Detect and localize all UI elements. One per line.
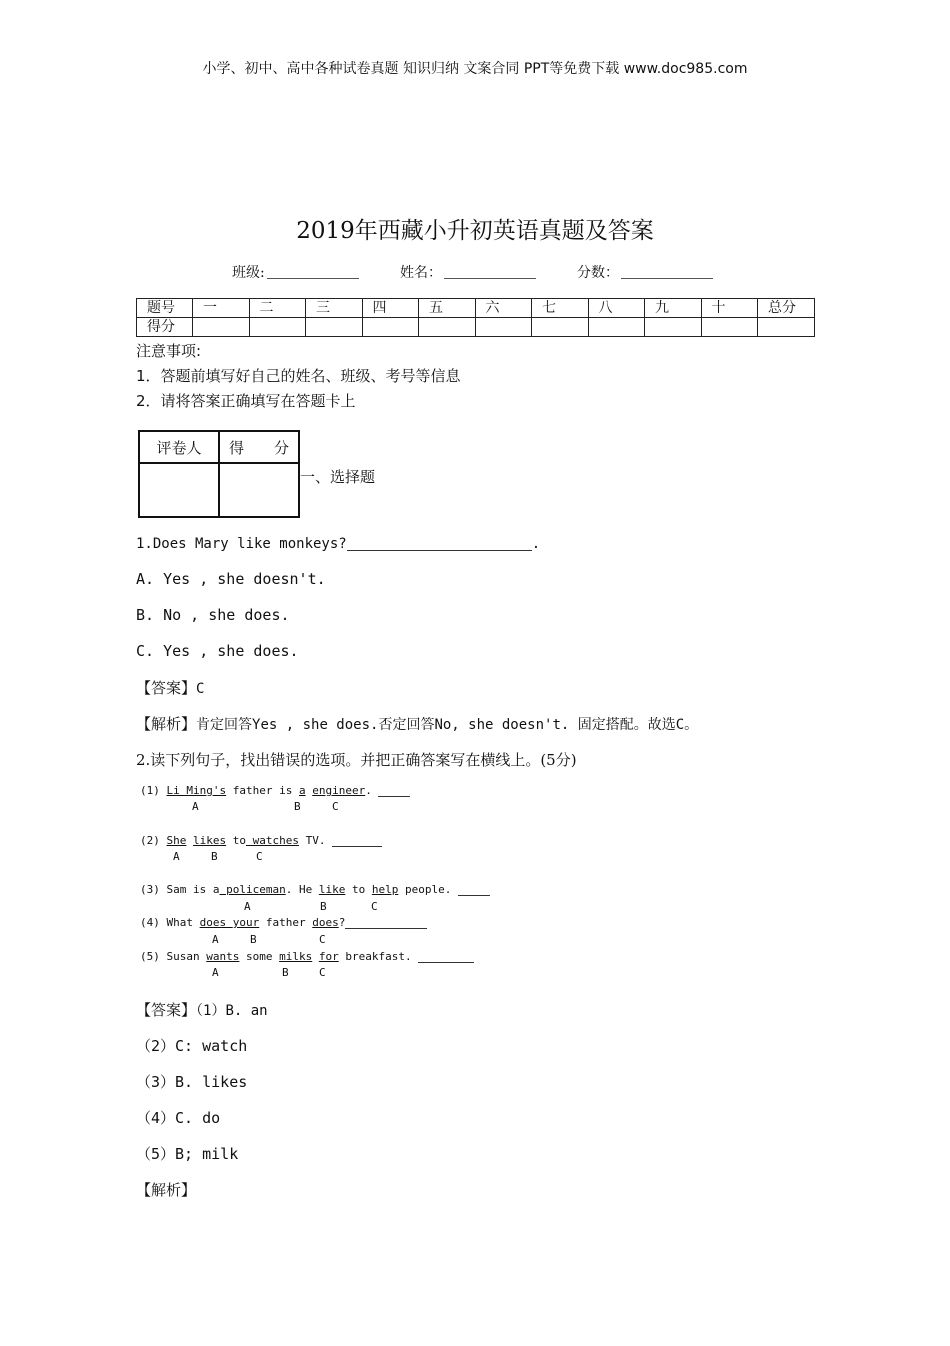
header-cell: 三	[306, 299, 363, 318]
label-b: B	[250, 933, 257, 946]
option-c-text: engineer	[312, 784, 366, 797]
score-table	[136, 298, 815, 337]
header-cell: 总分	[758, 299, 815, 318]
sentence-text: some	[239, 950, 280, 963]
sentence-text: father	[259, 916, 313, 929]
option-b-text: likes	[193, 834, 227, 847]
answer-blank[interactable]	[418, 952, 474, 963]
page-title: 2019年西藏小升初英语真题及答案	[296, 218, 654, 244]
score-cell[interactable]	[588, 318, 645, 337]
answer-blank[interactable]	[458, 885, 490, 896]
label-b: B	[320, 900, 327, 913]
label-b: B	[282, 966, 289, 979]
option-b-text: milks	[279, 950, 313, 963]
grader-score-label: 得 分	[219, 431, 299, 463]
option-a-text: policeman	[219, 883, 286, 896]
score-table-header	[137, 299, 815, 318]
label-a: A	[192, 800, 199, 813]
sentence-text: .	[365, 784, 372, 797]
label-a: A	[244, 900, 251, 913]
note-item: 2．请将答案正确填写在答题卡上	[136, 392, 356, 410]
sentence-text: breakfast.	[338, 950, 412, 963]
score-cell[interactable]	[193, 318, 250, 337]
option-c-text: help	[371, 883, 399, 896]
sentence-2	[140, 834, 382, 847]
name-label: 姓名：	[400, 265, 442, 281]
score-cell[interactable]	[475, 318, 532, 337]
header-cell: 八	[588, 299, 645, 318]
option-b-text: a	[298, 784, 306, 797]
option-a-text: does	[199, 916, 233, 929]
score-cell[interactable]	[758, 318, 815, 337]
option-a: A. Yes , she doesn't.	[136, 570, 326, 588]
header-cell: 题号	[137, 299, 193, 318]
sentence-text: people.	[398, 883, 452, 896]
sentence-num: (3)	[140, 883, 160, 896]
option-c-text: does	[312, 916, 339, 929]
score-label: 分数：	[577, 265, 619, 281]
analysis-label: 【解析】	[136, 715, 197, 733]
sentence-num: (5)	[140, 950, 160, 963]
answer-item: （5）B; milk	[136, 1145, 239, 1163]
score-cell[interactable]	[419, 318, 476, 337]
sentence-num: (1)	[140, 784, 160, 797]
class-blank	[267, 265, 359, 279]
sentence-num: (2)	[140, 834, 160, 847]
header-cell: 九	[645, 299, 702, 318]
analysis-text: 肯定回答Yes , she does.否定回答No, she doesn't. 固定搭配。故选C。	[196, 717, 699, 733]
label-c: C	[371, 900, 378, 913]
notes-title: 注意事项:	[136, 342, 202, 360]
score-blank	[621, 265, 713, 279]
sentence-text: to	[226, 834, 246, 847]
grader-score-cell[interactable]	[219, 463, 299, 517]
header-cell: 五	[419, 299, 476, 318]
class-label: 班级:	[232, 265, 265, 281]
header-cell: 六	[475, 299, 532, 318]
answer-item: （3）B. likes	[136, 1073, 248, 1091]
header-cell: 一	[193, 299, 250, 318]
header-cell: 四	[362, 299, 419, 318]
answer-item: （1）B. an	[196, 1003, 268, 1019]
name-blank	[444, 265, 536, 279]
score-cell[interactable]	[306, 318, 363, 337]
label-c: C	[319, 966, 326, 979]
q2-answer	[136, 999, 268, 1020]
score-cell[interactable]	[249, 318, 306, 337]
option-c-text: watches	[246, 834, 299, 847]
grader-box	[138, 430, 300, 518]
answer-item: （4）C. do	[136, 1109, 221, 1127]
name-field	[400, 262, 536, 282]
sentence-text: . He	[285, 883, 319, 896]
option-b-text: your	[232, 916, 260, 929]
score-cell[interactable]	[532, 318, 589, 337]
note-item: 1．答题前填写好自己的姓名、班级、考号等信息	[136, 367, 461, 385]
sentence-4	[140, 916, 427, 929]
answer-item: （2）C: watch	[136, 1037, 248, 1055]
label-c: C	[332, 800, 339, 813]
answer-label: 【答案】	[136, 679, 197, 697]
sentence-text: What	[159, 916, 200, 929]
site-banner: 小学、初中、高中各种试卷真题 知识归纳 文案合同 PPT等免费下载 www.doc985.com	[202, 61, 748, 77]
sentence-3	[140, 883, 490, 896]
score-table-row	[137, 318, 815, 337]
question-text: 1.Does Mary like monkeys?	[136, 536, 347, 552]
sentence-text: Susan	[159, 950, 207, 963]
score-cell[interactable]	[701, 318, 758, 337]
option-b-text: like	[318, 883, 346, 896]
q1-analysis	[136, 713, 698, 734]
score-cell[interactable]	[362, 318, 419, 337]
answer-value: C	[196, 681, 205, 697]
header-cell: 七	[532, 299, 589, 318]
reviewer-label: 评卷人	[139, 431, 219, 463]
label-c: C	[256, 850, 263, 863]
question-2: 2.读下列句子，找出错误的选项。并把正确答案写在横线上。(5分)	[136, 751, 577, 769]
score-cell[interactable]	[645, 318, 702, 337]
sentence-1	[140, 784, 410, 797]
sentence-5	[140, 950, 474, 963]
sentence-text: Sam is a	[159, 883, 220, 896]
option-a-text: Li Ming's	[166, 784, 227, 797]
header-cell: 二	[249, 299, 306, 318]
label-a: A	[173, 850, 180, 863]
answer-blank[interactable]	[345, 918, 427, 929]
answer-blank[interactable]	[332, 836, 382, 847]
sentence-text: to	[345, 883, 372, 896]
label-a: A	[212, 966, 219, 979]
section-heading: 一、选择题	[300, 468, 376, 486]
q2-analysis-label: 【解析】	[136, 1181, 197, 1199]
option-c: C. Yes , she does.	[136, 642, 299, 660]
reviewer-cell[interactable]	[139, 463, 219, 517]
label-c: C	[319, 933, 326, 946]
q1-answer	[136, 677, 204, 698]
label-b: B	[294, 800, 301, 813]
sentence-text: ?	[338, 916, 346, 929]
class-field	[232, 262, 359, 282]
option-a-text: wants	[206, 950, 240, 963]
row-label: 得分	[137, 318, 193, 337]
answer-blank[interactable]	[347, 536, 532, 551]
header-cell: 十	[701, 299, 758, 318]
question-1: 1.Does Mary like monkeys? .	[136, 536, 541, 552]
answer-label: 【答案】	[136, 1001, 197, 1019]
option-c-text: for	[318, 950, 339, 963]
score-field	[577, 262, 713, 282]
label-a: A	[212, 933, 219, 946]
sentence-text: TV.	[298, 834, 326, 847]
label-b: B	[211, 850, 218, 863]
answer-blank[interactable]	[378, 786, 410, 797]
sentence-text: father is	[226, 784, 299, 797]
sentence-num: (4)	[140, 916, 160, 929]
option-a-text: She	[166, 834, 187, 847]
option-b: B. No , she does.	[136, 606, 290, 624]
